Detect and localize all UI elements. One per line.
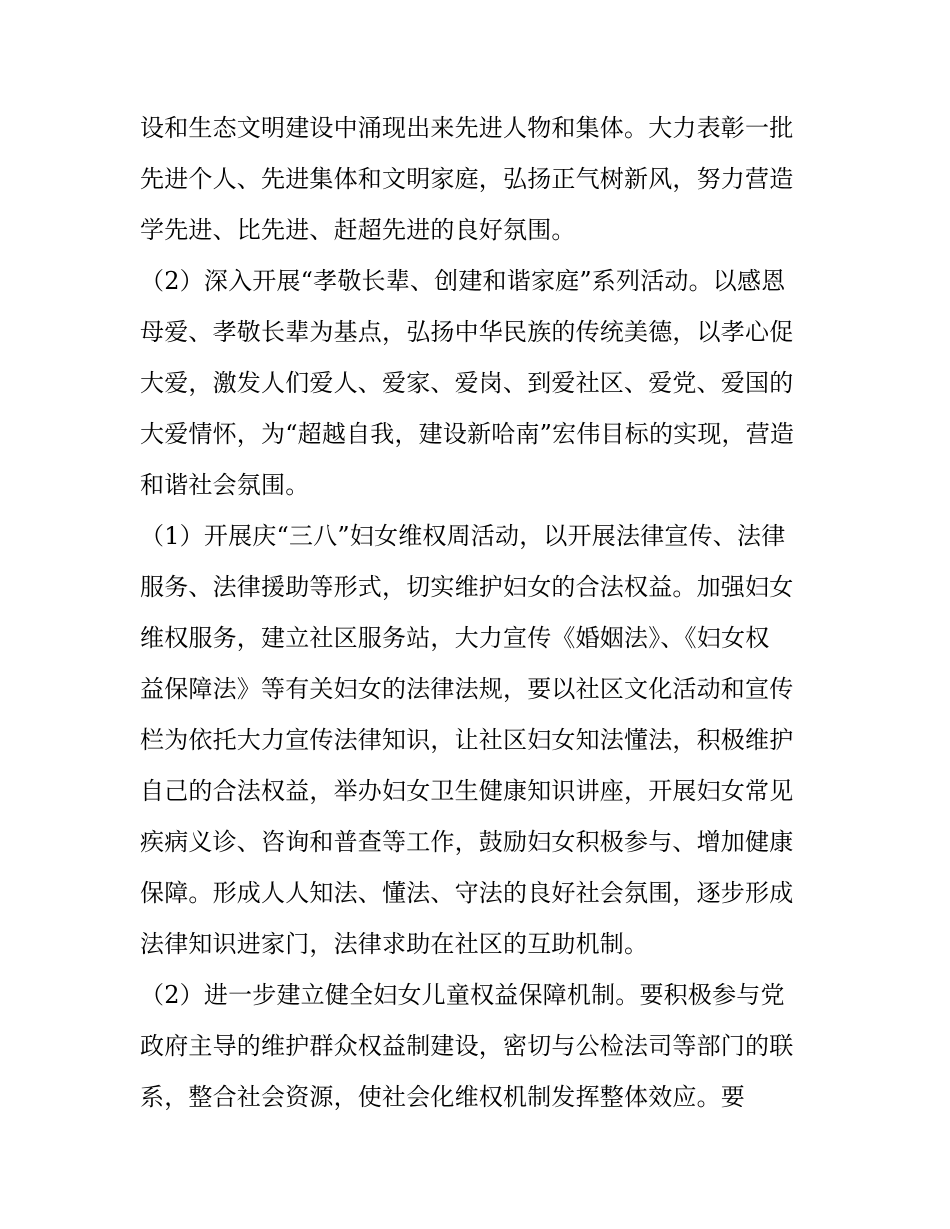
text-line: 和谐社会氛围。 <box>140 471 310 499</box>
text-line: 维权服务，建立社区服务站，大力宣传《婚姻法》、《妇女权 <box>140 624 770 652</box>
text-line: （2）进一步建立健全妇女儿童权益保障机制。要积极参与党 <box>140 981 785 1009</box>
text-line: 法律知识进家门，法律求助在社区的互助机制。 <box>140 930 649 958</box>
text-line: 系，整合社会资源，使社会化维权机制发挥整体效应。要 <box>140 1083 745 1111</box>
text-line: 学先进、比先进、赶超先进的良好氛围。 <box>140 216 576 244</box>
text-line: 先进个人、先进集体和文明家庭，弘扬正气树新风，努力营造 <box>140 165 794 193</box>
text-line: 政府主导的维护群众权益制建设，密切与公检法司等部门的联 <box>140 1032 794 1060</box>
text-line: 大爱，激发人们爱人、爱家、爱岗、到爱社区、爱党、爱国的 <box>140 369 794 397</box>
text-line: 栏为依托大力宣传法律知识，让社区妇女知法懂法，积极维护 <box>140 726 794 754</box>
text-line: 母爱、孝敬长辈为基点，弘扬中华民族的传统美德，以孝心促 <box>140 318 794 346</box>
body-text <box>140 103 820 1123</box>
text-line: 疾病义诊、咨询和普查等工作，鼓励妇女积极参与、增加健康 <box>140 828 794 856</box>
text-line: 服务、法律援助等形式，切实维护妇女的合法权益。加强妇女 <box>140 573 794 601</box>
text-line: 大爱情怀，为“超越自我，建设新哈南”宏伟目标的实现，营造 <box>140 420 795 448</box>
text-line: （1）开展庆“三八”妇女维权周活动，以开展法律宣传、法律 <box>140 522 786 550</box>
text-line: 设和生态文明建设中涌现出来先进人物和集体。大力表彰一批 <box>140 114 794 142</box>
text-line: 保障。形成人人知法、懂法、守法的良好社会氛围，逐步形成 <box>140 879 794 907</box>
text-line: （2）深入开展“孝敬长辈、创建和谐家庭”系列活动。以感恩 <box>140 267 786 295</box>
text-line: 益保障法》等有关妇女的法律法规，要以社区文化活动和宣传 <box>140 675 794 703</box>
text-line: 自己的合法权益，举办妇女卫生健康知识讲座，开展妇女常见 <box>140 777 794 805</box>
